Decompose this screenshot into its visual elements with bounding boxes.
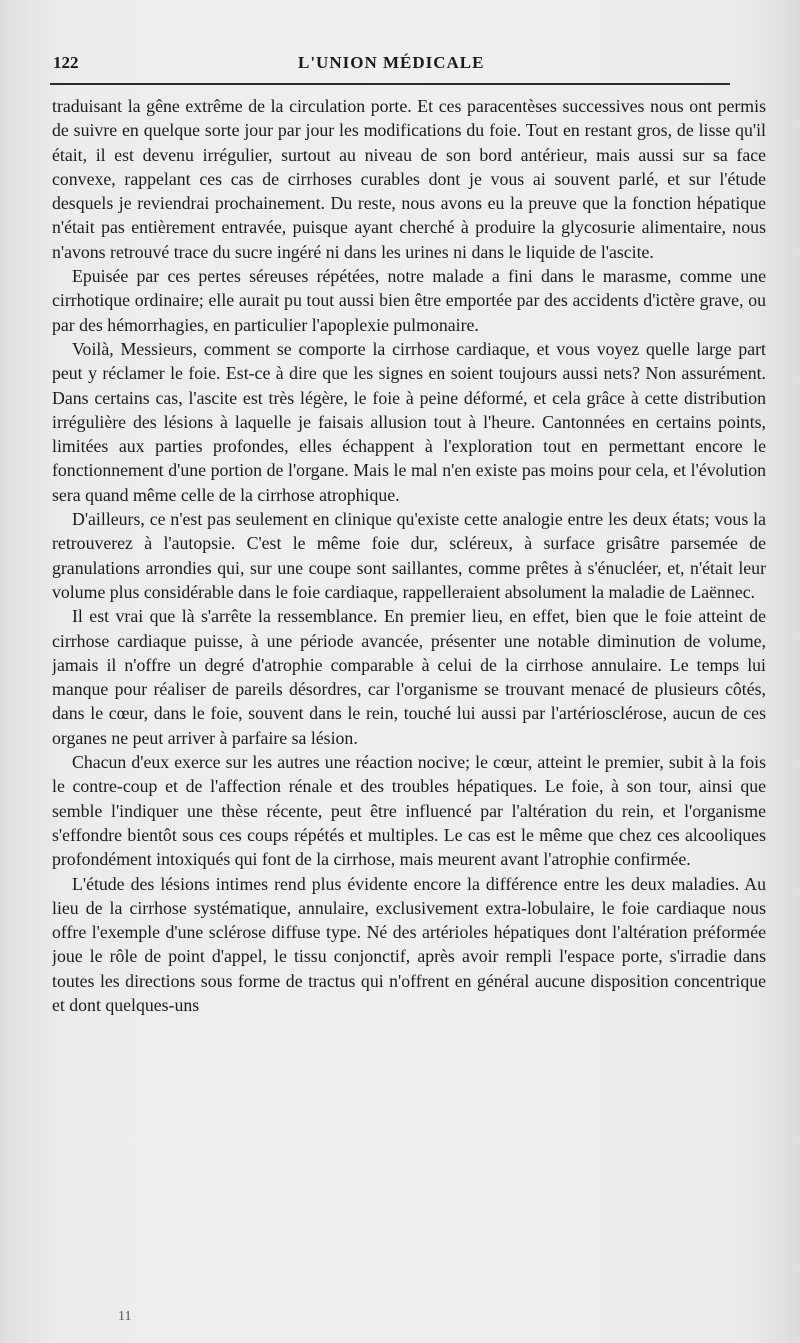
- article-body: [52, 94, 766, 1314]
- paragraph-6: Chacun d'eux exerce sur les autres une réaction nocive; le cœur, atteint le premier, subit à la fois le contre-coup et de l'affection rénale et des troubles hépatiques. Le foie, à son tour, ainsi que semble l'indiquer une thèse récente, peut être influencé par l'altération du rein, et l'organisme s'effondre bientôt sous ces coups répétés et multiples. Le cas est le même que chez ces alcooliques profondément intoxiqués qui font de la cirrhose, mais meurent avant l'atrophie confirmée.: [52, 752, 766, 870]
- paragraph-4: D'ailleurs, ce n'est pas seulement en clinique qu'existe cette analogie entre les deux états; vous la retrouverez à l'autopsie. C'est le même foie dur, scléreux, à surface grisâtre parsemée de granulations arrondies qui, sur une coupe sont saillantes, comme prêtes à s'énucléer, et, n'était leur volume plus considérable dans le foie cardiaque, rappelleraient absolument la maladie de Laënnec.: [52, 509, 766, 602]
- paragraph-3: Voilà, Messieurs, comment se comporte la cirrhose cardiaque, et vous voyez quelle large part peut y réclamer le foie. Est-ce à dire que les signes en soient toujours aussi nets? Non assurément. Dans certains cas, l'ascite est très légère, le foie à peine déformé, et cela grâce à cette distribution irrégulière des lésions à laquelle je faisais allusion tout à l'heure. Cantonnées en certains points, limitées aux parties profondes, elles échappent à l'exploration tout en permettant encore le fonctionnement d'une portion de l'organe. Mais le mal n'en existe pas moins pour cela, et l'évolution sera quand même celle de la cirrhose atrophique.: [52, 338, 766, 505]
- running-title: L'UNION MÉDICALE: [298, 53, 485, 72]
- paragraph-2: Epuisée par ces pertes séreuses répétées, notre malade a fini dans le marasme, comme une cirrhotique ordinaire; elle aurait pu tout aussi bien être emportée par des accidents d'ictère grave, ou par des hémorrhagies, en particulier l'apoplexie pulmonaire.: [52, 266, 766, 335]
- paragraph-5: Il est vrai que là s'arrête la ressemblance. En premier lieu, en effet, bien que le foie atteint de cirrhose cardiaque puisse, à une période avancée, présenter une notable diminution de volume, jamais il n'offre un degré d'atrophie comparable à celui de la cirrhose annulaire. Le temps lui manque pour réaliser de pareils désordres, car l'organisme se trouvant menacé de plusieurs côtés, dans le cœur, dans le foie, souvent dans le rein, touché lui aussi par l'artériosclérose, aucun de ces organes ne peut arriver à parfaire sa lésion.: [52, 606, 766, 748]
- printer-signature: 11: [118, 1309, 132, 1324]
- page-header: [50, 50, 730, 78]
- header-rule: [50, 83, 730, 85]
- page-number: 122: [53, 53, 79, 72]
- paragraph-1: traduisant la gêne extrême de la circulation porte. Et ces paracentèses successives nous ont permis de suivre en quelque sorte jour par jour les modifications du foie. Tout en restant gros, de lisse qu'il était, il est devenu irrégulier, surtout au niveau de son bord antérieur, mais aussi sur sa face convexe, rappelant ces cas de cirrhoses curables dont je vous ai souvent parlé, et sur l'étude desquels je reviendrai prochainement. Du reste, nous avons eu la preuve que la fonction hépatique n'était pas entièrement entravée, puisque ayant cherché à produire la glycosurie alimentaire, nous n'avons retrouvé trace du sucre ingéré ni dans les urines ni dans le liquide de l'ascite.: [52, 96, 766, 262]
- paragraph-7: L'étude des lésions intimes rend plus évidente encore la différence entre les deux maladies. Au lieu de la cirrhose systématique, annulaire, exclusivement extra-lobulaire, le foie cardiaque nous offre l'exemple d'une sclérose diffuse type. Né des artérioles hépatiques dont l'altération préformée joue le rôle de point d'appel, le tissu conjonctif, après avoir rempli l'espace porte, s'irradie dans toutes les directions sous forme de tractus qui n'offrent en général aucune disposition concentrique et dont quelques-uns: [52, 873, 766, 1015]
